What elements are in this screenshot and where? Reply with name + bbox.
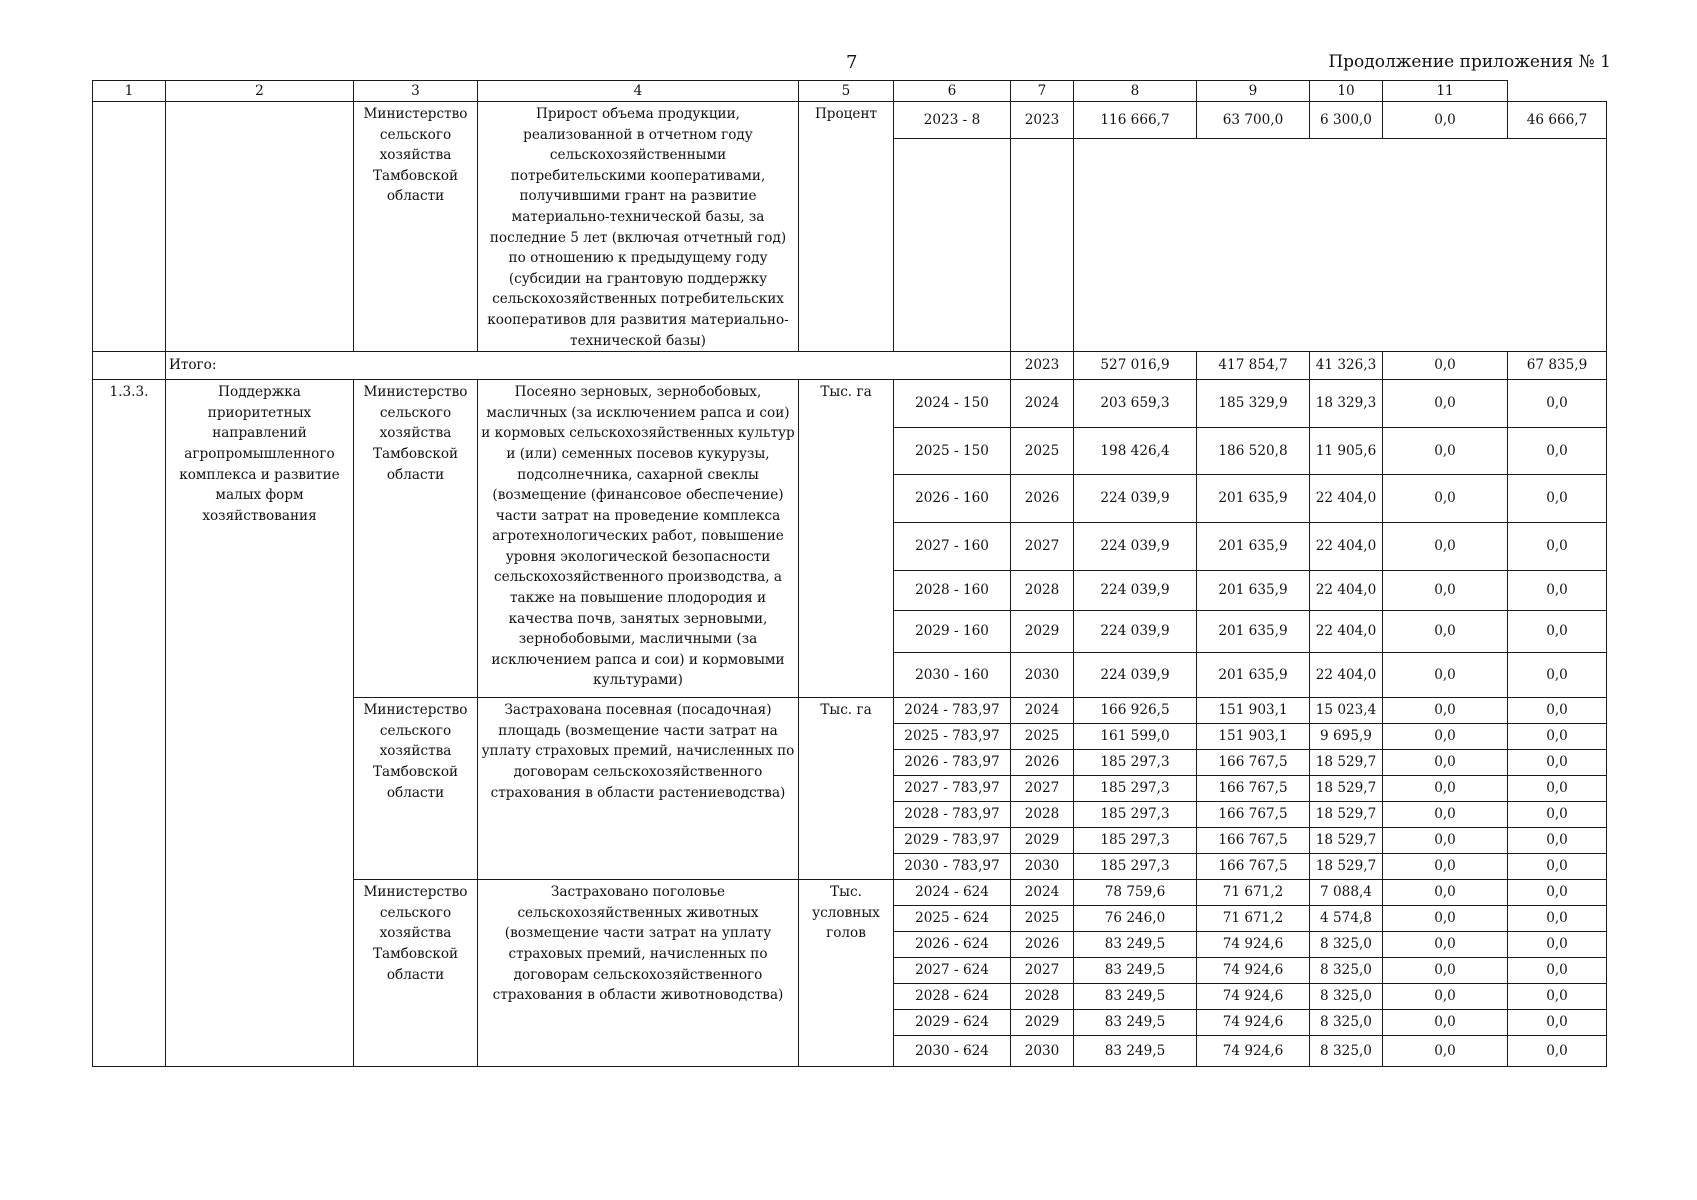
year-cell: 2024 bbox=[1011, 880, 1074, 906]
amount-total: 185 297,3 bbox=[1074, 802, 1197, 828]
amount-other: 0,0 bbox=[1508, 611, 1607, 653]
amount-federal: 166 767,5 bbox=[1197, 776, 1310, 802]
amount-total: 83 249,5 bbox=[1074, 958, 1197, 984]
amount-local: 0,0 bbox=[1383, 653, 1508, 698]
amount-total: 83 249,5 bbox=[1074, 984, 1197, 1010]
amount-federal: 201 635,9 bbox=[1197, 611, 1310, 653]
year-cell: 2030 bbox=[1011, 653, 1074, 698]
amount-regional: 15 023,4 bbox=[1310, 698, 1383, 724]
amount-regional: 8 325,0 bbox=[1310, 932, 1383, 958]
amount-other: 0,0 bbox=[1508, 854, 1607, 880]
cell-empty bbox=[894, 138, 1011, 351]
table-row bbox=[93, 380, 1607, 428]
appendix-label: Продолжение приложения № 1 bbox=[1328, 52, 1611, 72]
amount-local: 0,0 bbox=[1383, 1036, 1508, 1067]
amount-other: 0,0 bbox=[1508, 828, 1607, 854]
amount-local: 0,0 bbox=[1383, 906, 1508, 932]
target-value: 2029 - 624 bbox=[894, 1010, 1011, 1036]
amount-total: 166 926,5 bbox=[1074, 698, 1197, 724]
target-value: 2026 - 624 bbox=[894, 932, 1011, 958]
amount-regional: 22 404,0 bbox=[1310, 475, 1383, 523]
amount-local: 0,0 bbox=[1383, 984, 1508, 1010]
year-cell: 2027 bbox=[1011, 958, 1074, 984]
amount-other: 0,0 bbox=[1508, 906, 1607, 932]
column-number: 5 bbox=[799, 81, 894, 102]
indicator-cell: Застраховано поголовье сельскохозяйственных животных (возмещение части затрат на уплату страховых премий, начисленных по договорам сельскохозяйственного страхования в области животноводства) bbox=[478, 880, 799, 1067]
amount-total: 527 016,9 bbox=[1074, 352, 1197, 380]
amount-total: 185 297,3 bbox=[1074, 854, 1197, 880]
amount-other: 0,0 bbox=[1508, 698, 1607, 724]
target-value: 2029 - 160 bbox=[894, 611, 1011, 653]
year-cell: 2023 bbox=[1011, 102, 1074, 139]
amount-other: 0,0 bbox=[1508, 984, 1607, 1010]
amount-regional: 18 529,7 bbox=[1310, 828, 1383, 854]
amount-local: 0,0 bbox=[1383, 698, 1508, 724]
amount-federal: 151 903,1 bbox=[1197, 724, 1310, 750]
amount-regional: 22 404,0 bbox=[1310, 611, 1383, 653]
column-number: 9 bbox=[1197, 81, 1310, 102]
column-number: 10 bbox=[1310, 81, 1383, 102]
ministry-cell: Министерство сельского хозяйства Тамбовской области bbox=[354, 880, 478, 1067]
year-cell: 2029 bbox=[1011, 1010, 1074, 1036]
amount-regional: 18 529,7 bbox=[1310, 802, 1383, 828]
cell-empty bbox=[93, 352, 166, 380]
amount-local: 0,0 bbox=[1383, 102, 1508, 139]
target-value: 2025 - 624 bbox=[894, 906, 1011, 932]
amount-regional: 18 529,7 bbox=[1310, 776, 1383, 802]
target-value: 2024 - 624 bbox=[894, 880, 1011, 906]
page-number: 7 bbox=[846, 52, 858, 73]
cell-empty bbox=[1011, 138, 1074, 351]
amount-total: 116 666,7 bbox=[1074, 102, 1197, 139]
amount-federal: 166 767,5 bbox=[1197, 854, 1310, 880]
amount-regional: 8 325,0 bbox=[1310, 1036, 1383, 1067]
year-cell: 2030 bbox=[1011, 1036, 1074, 1067]
amount-local: 0,0 bbox=[1383, 611, 1508, 653]
target-value: 2028 - 160 bbox=[894, 571, 1011, 611]
amount-total: 83 249,5 bbox=[1074, 1036, 1197, 1067]
amount-total: 224 039,9 bbox=[1074, 523, 1197, 571]
unit-cell: Процент bbox=[799, 102, 894, 352]
amount-regional: 6 300,0 bbox=[1310, 102, 1383, 139]
target-value: 2026 - 160 bbox=[894, 475, 1011, 523]
amount-other: 67 835,9 bbox=[1508, 352, 1607, 380]
target-value: 2024 - 783,97 bbox=[894, 698, 1011, 724]
amount-regional: 22 404,0 bbox=[1310, 571, 1383, 611]
year-cell: 2024 bbox=[1011, 380, 1074, 428]
amount-other: 0,0 bbox=[1508, 380, 1607, 428]
amount-regional: 18 529,7 bbox=[1310, 854, 1383, 880]
amount-local: 0,0 bbox=[1383, 724, 1508, 750]
amount-other: 0,0 bbox=[1508, 523, 1607, 571]
total-label: Итого: bbox=[166, 352, 1011, 380]
amount-local: 0,0 bbox=[1383, 802, 1508, 828]
target-value: 2025 - 150 bbox=[894, 428, 1011, 475]
amount-regional: 18 529,7 bbox=[1310, 750, 1383, 776]
year-cell: 2027 bbox=[1011, 523, 1074, 571]
amount-total: 224 039,9 bbox=[1074, 475, 1197, 523]
column-number: 2 bbox=[166, 81, 354, 102]
amount-local: 0,0 bbox=[1383, 1010, 1508, 1036]
amount-other: 0,0 bbox=[1508, 653, 1607, 698]
amount-other: 0,0 bbox=[1508, 1036, 1607, 1067]
amount-total: 78 759,6 bbox=[1074, 880, 1197, 906]
amount-other: 0,0 bbox=[1508, 1010, 1607, 1036]
amount-local: 0,0 bbox=[1383, 958, 1508, 984]
amount-total: 224 039,9 bbox=[1074, 571, 1197, 611]
unit-cell: Тыс. га bbox=[799, 698, 894, 880]
year-cell: 2026 bbox=[1011, 750, 1074, 776]
amount-total: 76 246,0 bbox=[1074, 906, 1197, 932]
ministry-cell: Министерство сельского хозяйства Тамбовской области bbox=[354, 698, 478, 880]
column-number: 8 bbox=[1074, 81, 1197, 102]
amount-federal: 74 924,6 bbox=[1197, 958, 1310, 984]
amount-local: 0,0 bbox=[1383, 828, 1508, 854]
item-name-cell: Поддержка приоритетных направлений агропромышленного комплекса и развитие малых форм хозяйствования bbox=[166, 380, 354, 1067]
year-cell: 2025 bbox=[1011, 428, 1074, 475]
program-table bbox=[92, 80, 1607, 1067]
amount-local: 0,0 bbox=[1383, 776, 1508, 802]
year-cell: 2028 bbox=[1011, 571, 1074, 611]
target-value: 2027 - 783,97 bbox=[894, 776, 1011, 802]
amount-federal: 71 671,2 bbox=[1197, 880, 1310, 906]
amount-local: 0,0 bbox=[1383, 880, 1508, 906]
year-cell: 2027 bbox=[1011, 776, 1074, 802]
year-cell: 2028 bbox=[1011, 984, 1074, 1010]
amount-total: 185 297,3 bbox=[1074, 776, 1197, 802]
table-row bbox=[93, 102, 1607, 139]
target-value: 2028 - 624 bbox=[894, 984, 1011, 1010]
target-value: 2026 - 783,97 bbox=[894, 750, 1011, 776]
amount-total: 185 297,3 bbox=[1074, 750, 1197, 776]
amount-other: 0,0 bbox=[1508, 724, 1607, 750]
amount-other: 0,0 bbox=[1508, 428, 1607, 475]
amount-local: 0,0 bbox=[1383, 750, 1508, 776]
amount-regional: 8 325,0 bbox=[1310, 1010, 1383, 1036]
amount-local: 0,0 bbox=[1383, 854, 1508, 880]
amount-total: 161 599,0 bbox=[1074, 724, 1197, 750]
amount-federal: 74 924,6 bbox=[1197, 932, 1310, 958]
amount-federal: 186 520,8 bbox=[1197, 428, 1310, 475]
amount-total: 224 039,9 bbox=[1074, 653, 1197, 698]
year-cell: 2028 bbox=[1011, 802, 1074, 828]
amount-local: 0,0 bbox=[1383, 380, 1508, 428]
amount-total: 198 426,4 bbox=[1074, 428, 1197, 475]
amount-regional: 18 329,3 bbox=[1310, 380, 1383, 428]
amount-other: 0,0 bbox=[1508, 802, 1607, 828]
indicator-cell: Посеяно зерновых, зернобобовых, масличных (за исключением рапса и сои) и кормовых сельскохозяйственных культур и (или) семенных посевов кукурузы, подсолнечника, сахарной свеклы (возмещение (финансовое обеспечение) части затрат на проведение комплекса агротехнологических работ, повышение уровня экологической безопасности сельскохозяйственного производства, а также на повышение плодородия и качества почв, занятых зерновыми, зернобобовыми, масличными (за исключением рапса и сои) и кормовыми культурами) bbox=[478, 380, 799, 698]
target-value: 2024 - 150 bbox=[894, 380, 1011, 428]
column-number: 7 bbox=[1011, 81, 1074, 102]
cell-empty bbox=[1074, 138, 1607, 351]
target-value: 2023 - 8 bbox=[894, 102, 1011, 139]
amount-other: 46 666,7 bbox=[1508, 102, 1607, 139]
amount-regional: 9 695,9 bbox=[1310, 724, 1383, 750]
amount-federal: 201 635,9 bbox=[1197, 475, 1310, 523]
unit-cell: Тыс. га bbox=[799, 380, 894, 698]
amount-total: 83 249,5 bbox=[1074, 932, 1197, 958]
amount-federal: 74 924,6 bbox=[1197, 984, 1310, 1010]
amount-federal: 74 924,6 bbox=[1197, 1010, 1310, 1036]
amount-federal: 201 635,9 bbox=[1197, 523, 1310, 571]
amount-regional: 22 404,0 bbox=[1310, 653, 1383, 698]
amount-regional: 11 905,6 bbox=[1310, 428, 1383, 475]
amount-federal: 166 767,5 bbox=[1197, 828, 1310, 854]
amount-federal: 71 671,2 bbox=[1197, 906, 1310, 932]
amount-federal: 185 329,9 bbox=[1197, 380, 1310, 428]
amount-regional: 22 404,0 bbox=[1310, 523, 1383, 571]
amount-federal: 63 700,0 bbox=[1197, 102, 1310, 139]
amount-other: 0,0 bbox=[1508, 475, 1607, 523]
amount-federal: 151 903,1 bbox=[1197, 698, 1310, 724]
amount-other: 0,0 bbox=[1508, 776, 1607, 802]
target-value: 2025 - 783,97 bbox=[894, 724, 1011, 750]
year-cell: 2023 bbox=[1011, 352, 1074, 380]
amount-regional: 41 326,3 bbox=[1310, 352, 1383, 380]
amount-regional: 4 574,8 bbox=[1310, 906, 1383, 932]
column-number: 1 bbox=[93, 81, 166, 102]
target-value: 2028 - 783,97 bbox=[894, 802, 1011, 828]
indicator-cell: Прирост объема продукции, реализованной в отчетном году сельскохозяйственными потребительскими кооперативами, получившими грант на развитие материально-технической базы, за последние 5 лет (включая отчетный год) по отношению к предыдущему году (субсидии на грантовую поддержку сельскохозяйственных потребительских кооперативов для развития материально-технической базы) bbox=[478, 102, 799, 352]
year-cell: 2029 bbox=[1011, 611, 1074, 653]
amount-federal: 166 767,5 bbox=[1197, 802, 1310, 828]
amount-other: 0,0 bbox=[1508, 958, 1607, 984]
column-number: 4 bbox=[478, 81, 799, 102]
ministry-cell: Министерство сельского хозяйства Тамбовской области bbox=[354, 102, 478, 352]
amount-local: 0,0 bbox=[1383, 475, 1508, 523]
amount-local: 0,0 bbox=[1383, 932, 1508, 958]
amount-federal: 166 767,5 bbox=[1197, 750, 1310, 776]
year-cell: 2025 bbox=[1011, 724, 1074, 750]
amount-federal: 74 924,6 bbox=[1197, 1036, 1310, 1067]
amount-total: 203 659,3 bbox=[1074, 380, 1197, 428]
year-cell: 2025 bbox=[1011, 906, 1074, 932]
total-row bbox=[93, 352, 1607, 380]
target-value: 2027 - 160 bbox=[894, 523, 1011, 571]
amount-regional: 8 325,0 bbox=[1310, 984, 1383, 1010]
year-cell: 2029 bbox=[1011, 828, 1074, 854]
program-table-container bbox=[92, 80, 1607, 1067]
cell-empty bbox=[166, 102, 354, 352]
amount-federal: 201 635,9 bbox=[1197, 653, 1310, 698]
indicator-cell: Застрахована посевная (посадочная) площадь (возмещение части затрат на уплату страховых премий, начисленных по договорам сельскохозяйственного страхования в области растениеводства) bbox=[478, 698, 799, 880]
column-number-row bbox=[93, 81, 1607, 102]
amount-other: 0,0 bbox=[1508, 932, 1607, 958]
amount-local: 0,0 bbox=[1383, 571, 1508, 611]
column-number: 11 bbox=[1383, 81, 1508, 102]
item-code: 1.3.3. bbox=[93, 380, 166, 1067]
amount-total: 224 039,9 bbox=[1074, 611, 1197, 653]
amount-local: 0,0 bbox=[1383, 428, 1508, 475]
amount-total: 83 249,5 bbox=[1074, 1010, 1197, 1036]
year-cell: 2024 bbox=[1011, 698, 1074, 724]
target-value: 2030 - 160 bbox=[894, 653, 1011, 698]
ministry-cell: Министерство сельского хозяйства Тамбовской области bbox=[354, 380, 478, 698]
amount-other: 0,0 bbox=[1508, 571, 1607, 611]
amount-local: 0,0 bbox=[1383, 523, 1508, 571]
amount-total: 185 297,3 bbox=[1074, 828, 1197, 854]
column-number: 3 bbox=[354, 81, 478, 102]
unit-cell: Тыс. условных голов bbox=[799, 880, 894, 1067]
amount-local: 0,0 bbox=[1383, 352, 1508, 380]
column-number: 6 bbox=[894, 81, 1011, 102]
year-cell: 2026 bbox=[1011, 475, 1074, 523]
target-value: 2027 - 624 bbox=[894, 958, 1011, 984]
target-value: 2029 - 783,97 bbox=[894, 828, 1011, 854]
target-value: 2030 - 783,97 bbox=[894, 854, 1011, 880]
amount-regional: 7 088,4 bbox=[1310, 880, 1383, 906]
amount-federal: 201 635,9 bbox=[1197, 571, 1310, 611]
amount-other: 0,0 bbox=[1508, 880, 1607, 906]
amount-other: 0,0 bbox=[1508, 750, 1607, 776]
year-cell: 2030 bbox=[1011, 854, 1074, 880]
amount-federal: 417 854,7 bbox=[1197, 352, 1310, 380]
cell-empty bbox=[93, 102, 166, 352]
amount-regional: 8 325,0 bbox=[1310, 958, 1383, 984]
target-value: 2030 - 624 bbox=[894, 1036, 1011, 1067]
year-cell: 2026 bbox=[1011, 932, 1074, 958]
